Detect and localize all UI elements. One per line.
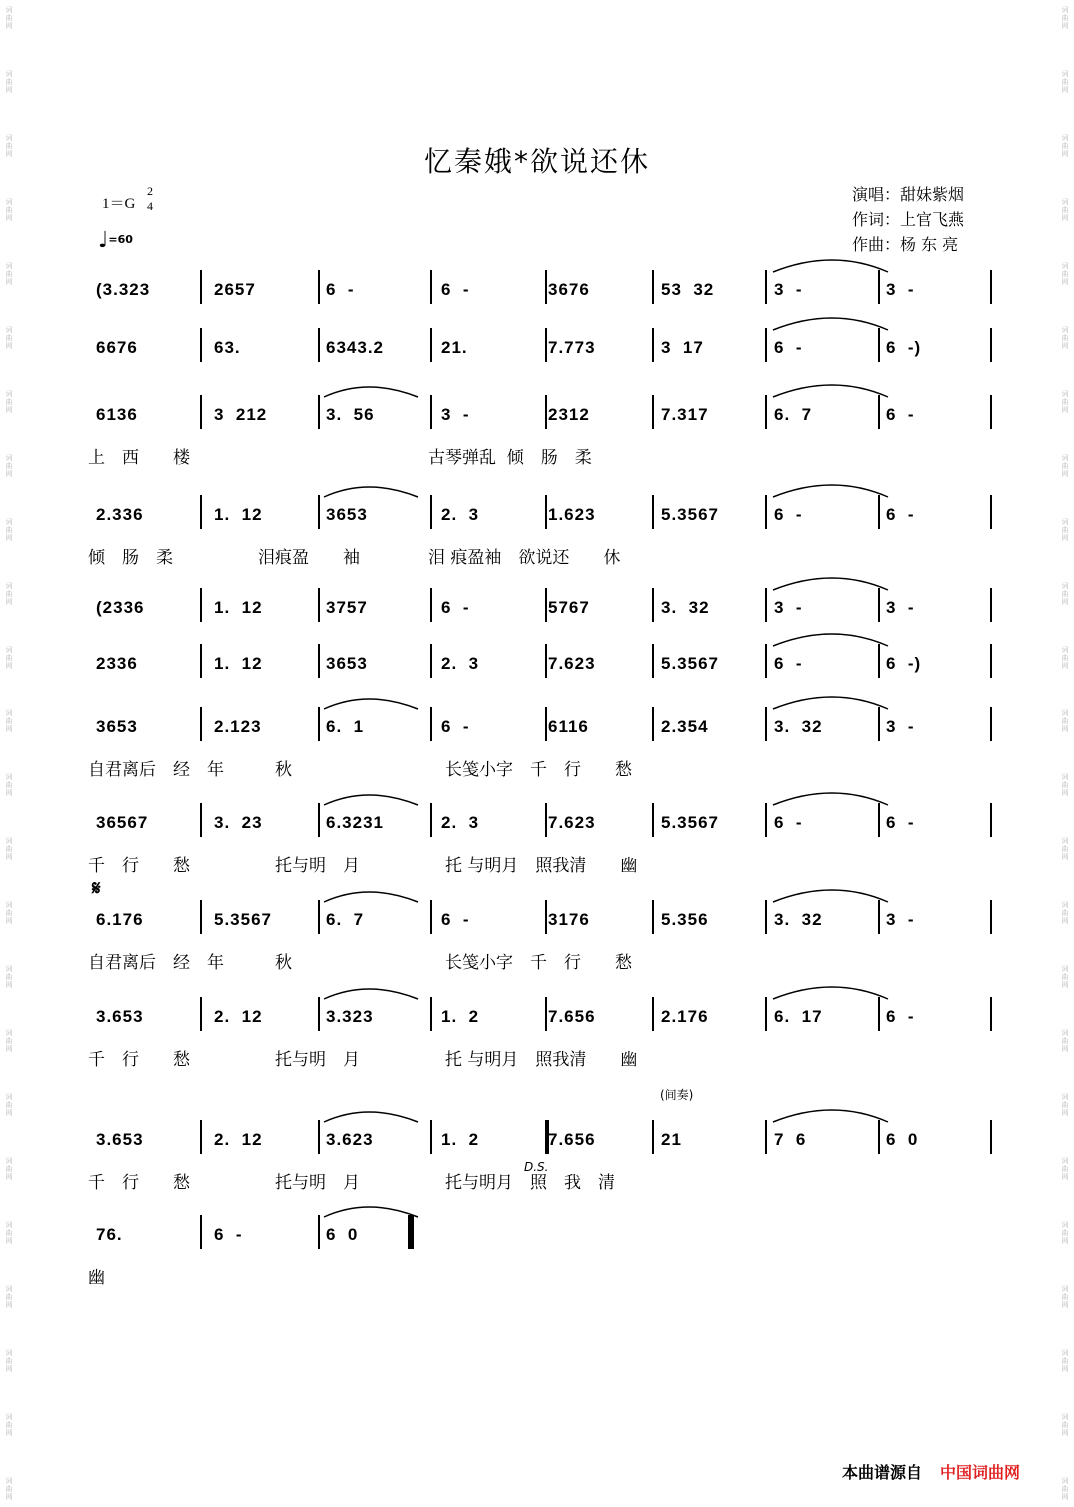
slur <box>773 634 888 646</box>
barline <box>990 900 992 934</box>
barline <box>318 644 320 678</box>
measure: 6. 7 <box>774 405 813 424</box>
measure: 6.3231 <box>326 813 384 832</box>
barline <box>652 900 654 934</box>
watermark-text: 词曲网 <box>1061 453 1069 478</box>
watermark-text: 词曲网 <box>1061 645 1069 670</box>
slur-layer <box>88 369 988 399</box>
measure: 6 0 <box>326 1225 359 1244</box>
measure: 6 - <box>774 654 803 673</box>
barline <box>652 328 654 362</box>
slur-layer <box>88 302 988 332</box>
barline <box>878 495 880 529</box>
measure: 21. <box>441 338 468 357</box>
measure: 2312 <box>548 405 590 424</box>
barline <box>990 997 992 1031</box>
watermark-text: 词曲网 <box>1061 901 1069 926</box>
barline <box>545 328 547 362</box>
watermark-text: 词曲网 <box>1061 1029 1069 1054</box>
barline <box>318 395 320 429</box>
watermark-text: 词曲网 <box>1061 325 1069 350</box>
slur <box>773 485 888 497</box>
measure: 7.656 <box>548 1007 596 1026</box>
measure: 3 - <box>886 717 915 736</box>
measure: 6 - <box>774 505 803 524</box>
lyrics-line: 倾 肠 柔 泪痕盈 袖 泪 痕盈袖 欲说还 休 <box>88 548 621 568</box>
measure: 6. 17 <box>774 1007 823 1026</box>
slur <box>773 697 888 709</box>
barline <box>765 997 767 1031</box>
measure: 6 - <box>774 338 803 357</box>
watermark-text: 词曲网 <box>5 709 13 734</box>
measure: 3676 <box>548 280 590 299</box>
measure: 6116 <box>548 717 589 736</box>
barline <box>652 997 654 1031</box>
barline <box>878 644 880 678</box>
slur <box>773 987 888 999</box>
barline <box>545 395 547 429</box>
barline <box>765 270 767 304</box>
singer-credit: 演唱：甜妹紫烟 <box>852 185 965 204</box>
watermark-text: 词曲网 <box>1061 965 1069 990</box>
measure: 3 - <box>886 280 915 299</box>
barline <box>878 395 880 429</box>
watermark-text: 词曲网 <box>5 1476 13 1501</box>
measure: 3.653 <box>96 1007 144 1026</box>
barline <box>652 395 654 429</box>
slur <box>773 318 888 330</box>
measure: 7 6 <box>774 1130 807 1149</box>
barline <box>990 1120 992 1154</box>
watermark-text: 词曲网 <box>5 1157 13 1182</box>
tempo-value: =60 <box>108 233 133 246</box>
barline <box>545 803 547 837</box>
watermark-text: 词曲网 <box>5 325 13 350</box>
watermark-text: 词曲网 <box>1061 1412 1069 1437</box>
barline <box>545 997 547 1031</box>
watermark-text: 词曲网 <box>1061 133 1069 158</box>
watermark-text: 词曲网 <box>5 1221 13 1246</box>
watermark-text: 词曲网 <box>5 261 13 286</box>
barline <box>200 588 202 622</box>
watermark-text: 词曲网 <box>5 1093 13 1118</box>
barline <box>430 495 432 529</box>
time-signature <box>147 184 153 214</box>
watermark-text: 词曲网 <box>5 6 13 30</box>
lyrics-line: 自君离后 经 年 秋 长笺小字 千 行 愁 <box>88 760 632 780</box>
barline <box>200 644 202 678</box>
slur <box>773 793 888 805</box>
barline <box>765 588 767 622</box>
measure: 6 - <box>441 280 470 299</box>
barline <box>318 495 320 529</box>
measure: 3 - <box>886 598 915 617</box>
composer-credit: 作曲：杨 东 亮 <box>852 235 959 254</box>
barline <box>878 707 880 741</box>
slur-layer <box>88 1094 988 1124</box>
slur-layer <box>88 874 988 904</box>
measure: 6 - <box>774 813 803 832</box>
watermark-text: 词曲网 <box>5 133 13 158</box>
measure: 2. 3 <box>441 813 480 832</box>
notes-row <box>88 395 988 435</box>
barline <box>765 395 767 429</box>
measure: 3653 <box>326 505 368 524</box>
watermark-text: 词曲网 <box>5 517 13 542</box>
barline <box>990 495 992 529</box>
notes-row <box>88 707 988 747</box>
measure: 3653 <box>96 717 138 736</box>
slur-layer <box>88 618 988 648</box>
barline <box>408 1215 414 1249</box>
barline <box>990 395 992 429</box>
measure: 3. 32 <box>774 910 823 929</box>
measure: 76. <box>96 1225 123 1244</box>
lyrics-line: 上 西 楼 古琴弹乱 倾 肠 柔 <box>88 448 592 468</box>
watermark-text: 词曲网 <box>1061 389 1069 414</box>
barline <box>765 900 767 934</box>
measure: 7.623 <box>548 813 596 832</box>
watermark-text: 词曲网 <box>5 901 13 926</box>
barline <box>652 588 654 622</box>
barline <box>545 588 547 622</box>
site-name: 中国词曲网 <box>940 1463 1021 1482</box>
lyrics-line: 幽 <box>88 1268 105 1288</box>
barline <box>318 803 320 837</box>
measure: 2.354 <box>661 717 709 736</box>
notes-row <box>88 328 988 368</box>
barline <box>430 997 432 1031</box>
barline <box>765 328 767 362</box>
barline <box>318 270 320 304</box>
ds-annotation: D.S. <box>524 1160 549 1174</box>
measure: 2. 3 <box>441 654 480 673</box>
watermark-text: 词曲网 <box>5 773 13 798</box>
watermark-text: 词曲网 <box>5 389 13 414</box>
measure: 3176 <box>548 910 590 929</box>
notes-row <box>88 803 988 843</box>
measure: 6 - <box>326 280 355 299</box>
barline <box>200 900 202 934</box>
barline <box>878 328 880 362</box>
barline <box>765 1120 767 1154</box>
barline <box>765 707 767 741</box>
notes-row <box>88 997 988 1037</box>
barline <box>652 270 654 304</box>
measure: 6 - <box>886 1007 915 1026</box>
measure: 6 - <box>886 405 915 424</box>
lyrics-line: 千 行 愁 托与明 月 托 与明月 照我清 幽 <box>88 856 638 876</box>
barline <box>318 1215 320 1249</box>
measure: 3757 <box>326 598 368 617</box>
measure: 2.176 <box>661 1007 709 1026</box>
barline <box>318 328 320 362</box>
measure: 2336 <box>96 654 138 673</box>
measure: (3.323 <box>96 280 151 299</box>
lyricist-credit: 作词：上官飞燕 <box>852 210 965 229</box>
barline <box>652 495 654 529</box>
measure: 2.336 <box>96 505 144 524</box>
slur <box>773 385 888 397</box>
measure: 6 -) <box>886 654 922 673</box>
measure: 7.317 <box>661 405 709 424</box>
right-watermark-strip <box>1058 0 1072 1507</box>
measure: 5.3567 <box>661 813 719 832</box>
slur-layer <box>88 777 988 807</box>
watermark-text: 词曲网 <box>1061 261 1069 286</box>
watermark-text: 词曲网 <box>1061 581 1069 606</box>
slur <box>324 989 418 999</box>
barline <box>200 803 202 837</box>
measure: 6 - <box>441 598 470 617</box>
lyrics-line: 自君离后 经 年 秋 长笺小字 千 行 愁 <box>88 953 632 973</box>
watermark-text: 词曲网 <box>1061 6 1069 30</box>
watermark-text: 词曲网 <box>5 1349 13 1374</box>
slur-layer <box>88 681 988 711</box>
watermark-text: 词曲网 <box>5 1285 13 1310</box>
measure: 5.3567 <box>661 654 719 673</box>
measure: 7.773 <box>548 338 596 357</box>
slur <box>324 1207 418 1217</box>
measure: 3 - <box>774 598 803 617</box>
measure: 1. 12 <box>214 505 263 524</box>
measure: 3653 <box>326 654 368 673</box>
measure: 1.623 <box>548 505 596 524</box>
notes-row <box>88 495 988 535</box>
measure: 3. 56 <box>326 405 375 424</box>
watermark-text: 词曲网 <box>1061 1221 1069 1246</box>
slur-layer <box>88 1189 988 1219</box>
barline <box>878 997 880 1031</box>
barline <box>652 644 654 678</box>
slur <box>324 387 418 397</box>
watermark-text: 词曲网 <box>1061 1093 1069 1118</box>
measure: 6136 <box>96 405 138 424</box>
slur <box>773 890 888 902</box>
notes-row <box>88 1215 988 1255</box>
measure: 6 - <box>441 910 470 929</box>
barline <box>878 803 880 837</box>
measure: 1. 2 <box>441 1007 480 1026</box>
interlude-annotation: (间奏) <box>660 1088 694 1102</box>
measure: 2. 12 <box>214 1130 263 1149</box>
measure: 6 - <box>214 1225 243 1244</box>
barline <box>200 270 202 304</box>
barline <box>990 803 992 837</box>
quarter-note-icon: ♩ <box>98 228 109 253</box>
barline <box>430 270 432 304</box>
barline <box>430 803 432 837</box>
watermark-text: 词曲网 <box>5 453 13 478</box>
barline <box>430 328 432 362</box>
slur-layer <box>88 971 988 1001</box>
barline <box>318 1120 320 1154</box>
watermark-text: 词曲网 <box>1061 1157 1069 1182</box>
barline <box>878 1120 880 1154</box>
measure: 6 -) <box>886 338 922 357</box>
slur <box>324 487 418 497</box>
measure: 63. <box>214 338 241 357</box>
footer <box>842 1460 1020 1483</box>
watermark-text: 词曲网 <box>1061 837 1069 862</box>
barline <box>765 803 767 837</box>
measure: 53 32 <box>661 280 715 299</box>
watermark-text: 词曲网 <box>1061 517 1069 542</box>
barline <box>430 1120 432 1154</box>
barline <box>430 900 432 934</box>
barline <box>318 997 320 1031</box>
measure: 6.176 <box>96 910 144 929</box>
measure: 5.356 <box>661 910 709 929</box>
measure: 3.623 <box>326 1130 374 1149</box>
barline <box>878 900 880 934</box>
barline <box>545 270 547 304</box>
barline <box>430 588 432 622</box>
lyrics-line: 千 行 愁 托与明 月 托与明月 照 我 清 <box>88 1173 615 1193</box>
barline <box>200 1215 202 1249</box>
slur <box>324 892 418 902</box>
measure: 3.323 <box>326 1007 374 1026</box>
measure: 36567 <box>96 813 149 832</box>
watermark-text: 词曲网 <box>1061 69 1069 94</box>
measure: 7.656 <box>548 1130 596 1149</box>
watermark-text: 词曲网 <box>1061 1285 1069 1310</box>
barline <box>318 588 320 622</box>
barline <box>545 495 547 529</box>
slur <box>773 1110 888 1122</box>
barline <box>990 588 992 622</box>
measure: 5767 <box>548 598 590 617</box>
barline <box>765 644 767 678</box>
barline <box>200 707 202 741</box>
slur-layer <box>88 562 988 592</box>
measure: 5.3567 <box>661 505 719 524</box>
slur-layer <box>88 469 988 499</box>
notes-row <box>88 900 988 940</box>
measure: 3. 32 <box>774 717 823 736</box>
slur <box>773 578 888 590</box>
watermark-text: 词曲网 <box>1061 773 1069 798</box>
barline <box>765 495 767 529</box>
barline <box>430 395 432 429</box>
measure: 2. 3 <box>441 505 480 524</box>
barline <box>318 707 320 741</box>
watermark-text: 词曲网 <box>5 69 13 94</box>
slur <box>324 699 418 709</box>
barline <box>990 270 992 304</box>
barline <box>878 270 880 304</box>
measure: 6 - <box>886 505 915 524</box>
watermark-text: 词曲网 <box>5 1412 13 1437</box>
barline <box>200 1120 202 1154</box>
slur-layer <box>88 244 988 274</box>
notes-row <box>88 644 988 684</box>
measure: 6. 7 <box>326 910 365 929</box>
barline <box>318 900 320 934</box>
watermark-text: 词曲网 <box>5 581 13 606</box>
measure: 3. 32 <box>661 598 710 617</box>
watermark-text: 词曲网 <box>1061 197 1069 222</box>
time-sig-top: 2 <box>147 184 153 198</box>
time-sig-bottom: 4 <box>147 199 153 213</box>
barline <box>990 707 992 741</box>
measure: 3 - <box>441 405 470 424</box>
measure: 6. 1 <box>326 717 365 736</box>
barline <box>200 997 202 1031</box>
measure: 3.653 <box>96 1130 144 1149</box>
measure: 6 0 <box>886 1130 919 1149</box>
measure: 6676 <box>96 338 138 357</box>
barline <box>200 495 202 529</box>
slur <box>324 1112 418 1122</box>
source-label: 本曲谱源自 <box>842 1463 923 1482</box>
measure: (2336 <box>96 598 145 617</box>
barline <box>545 707 547 741</box>
slur <box>324 795 418 805</box>
watermark-text: 词曲网 <box>5 965 13 990</box>
barline <box>652 1120 654 1154</box>
left-watermark-strip <box>2 0 16 1507</box>
measure: 3 17 <box>661 338 704 357</box>
segno-sign: 𝄋 <box>92 876 101 900</box>
barline <box>430 644 432 678</box>
watermark-text: 词曲网 <box>5 197 13 222</box>
measure: 2. 12 <box>214 1007 263 1026</box>
barline <box>652 803 654 837</box>
notes-row <box>88 1120 988 1160</box>
barline <box>990 328 992 362</box>
barline <box>200 395 202 429</box>
watermark-text: 词曲网 <box>1061 709 1069 734</box>
watermark-text: 词曲网 <box>5 645 13 670</box>
measure: 3 - <box>886 910 915 929</box>
measure: 5.3567 <box>214 910 272 929</box>
watermark-text: 词曲网 <box>1061 1349 1069 1374</box>
measure: 3 - <box>774 280 803 299</box>
measure: 6 - <box>441 717 470 736</box>
measure: 3. 23 <box>214 813 263 832</box>
measure: 1. 12 <box>214 598 263 617</box>
song-title: 忆秦娥*欲说还休 <box>423 145 650 178</box>
measure: 2657 <box>214 280 256 299</box>
measure: 3 212 <box>214 405 268 424</box>
key-signature: 1＝G <box>102 196 136 212</box>
barline <box>430 707 432 741</box>
barline <box>545 644 547 678</box>
watermark-text: 词曲网 <box>5 1029 13 1054</box>
measure: 21 <box>661 1130 682 1149</box>
measure: 1. 2 <box>441 1130 480 1149</box>
barline <box>545 900 547 934</box>
measure: 6 - <box>886 813 915 832</box>
barline <box>990 644 992 678</box>
measure: 2.123 <box>214 717 262 736</box>
lyrics-line: 千 行 愁 托与明 月 托 与明月 照我清 幽 <box>88 1050 638 1070</box>
measure: 1. 12 <box>214 654 263 673</box>
barline <box>652 707 654 741</box>
slur <box>773 260 888 272</box>
watermark-text: 词曲网 <box>1061 1476 1069 1501</box>
barline <box>878 588 880 622</box>
watermark-text: 词曲网 <box>5 837 13 862</box>
barline <box>200 328 202 362</box>
measure: 7.623 <box>548 654 596 673</box>
measure: 6343.2 <box>326 338 384 357</box>
